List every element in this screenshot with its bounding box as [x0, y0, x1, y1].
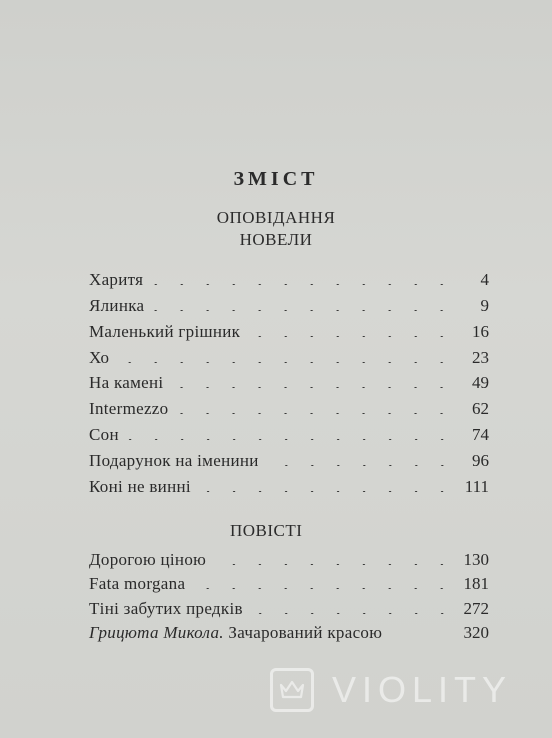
toc-entry-title: Дорогою ціною [89, 549, 207, 569]
toc-entry-page: 74 [472, 425, 489, 445]
toc-entry-work: Зачарований красою [228, 623, 383, 642]
toc-list-novels [89, 545, 489, 643]
toc-entry-title: Подарунок на іменини [89, 451, 259, 471]
dot-leader [388, 637, 455, 638]
toc-entry [89, 368, 489, 394]
toc-entry [89, 264, 489, 290]
toc-entry [89, 619, 489, 644]
toc-entry-page: 9 [480, 295, 489, 315]
toc-entry-page: 16 [472, 321, 489, 341]
toc-entry [89, 445, 489, 471]
toc-entry-title: Intermezzo [89, 399, 169, 419]
toc-entry-page: 272 [463, 598, 489, 618]
dot-leader [249, 613, 455, 614]
toc-entry [89, 393, 489, 419]
watermark-text: VIOLITY [332, 669, 513, 710]
watermark [270, 668, 512, 712]
toc-list-stories [89, 264, 489, 497]
toc-entry-page: 23 [472, 347, 489, 367]
dot-leader [246, 336, 455, 337]
toc-entry-page: 111 [464, 477, 489, 497]
toc-entry-page: 320 [463, 623, 489, 642]
toc-entry-page: 62 [472, 399, 489, 419]
toc-entry-title [89, 623, 382, 643]
dot-leader [265, 465, 455, 466]
dot-leader [212, 564, 455, 565]
toc-entry [89, 545, 489, 570]
toc-entry-page: 96 [472, 451, 489, 471]
toc-entry-title: Сон [89, 425, 119, 445]
section-heading-novellas: НОВЕЛИ [239, 230, 313, 249]
toc-entry-page: 181 [463, 574, 489, 593]
toc-entry-title: Маленький грішник [89, 321, 241, 341]
toc-entry [89, 471, 489, 497]
section-heading-stories: ОПОВІДАННЯ [216, 208, 336, 227]
toc-entry [89, 342, 489, 368]
crown-icon [270, 668, 314, 712]
toc-entry-title: Fata morgana [89, 574, 186, 593]
toc-entry-title: На камені [89, 373, 164, 393]
toc-entry-page: 49 [472, 373, 489, 393]
toc-entry-author: Грицюта Микола. [89, 623, 224, 642]
page-title: ЗМІСТ [233, 168, 319, 190]
dot-leader [174, 413, 455, 414]
toc-entry [89, 419, 489, 445]
toc-entry-page: 4 [480, 269, 489, 289]
dot-leader [125, 439, 455, 440]
toc-entry-title: Коні не винні [89, 477, 191, 497]
toc-entry-title: Харитя [89, 269, 144, 289]
toc-entry [89, 316, 489, 342]
toc-entry-page: 130 [463, 549, 489, 569]
dot-leader [197, 491, 455, 492]
toc-entry [89, 594, 489, 619]
dot-leader [150, 310, 455, 311]
toc-entry-title: Тіні забутих предків [89, 598, 243, 618]
dot-leader [191, 588, 455, 589]
toc-entry [89, 290, 489, 316]
dot-leader [169, 387, 455, 388]
toc-entry [89, 570, 489, 595]
toc-entry-title: Ялинка [89, 295, 145, 315]
toc-entry-title: Хо [89, 347, 110, 367]
dot-leader [149, 284, 455, 285]
dot-leader [115, 362, 455, 363]
section-heading-novels: ПОВІСТІ [230, 521, 303, 540]
